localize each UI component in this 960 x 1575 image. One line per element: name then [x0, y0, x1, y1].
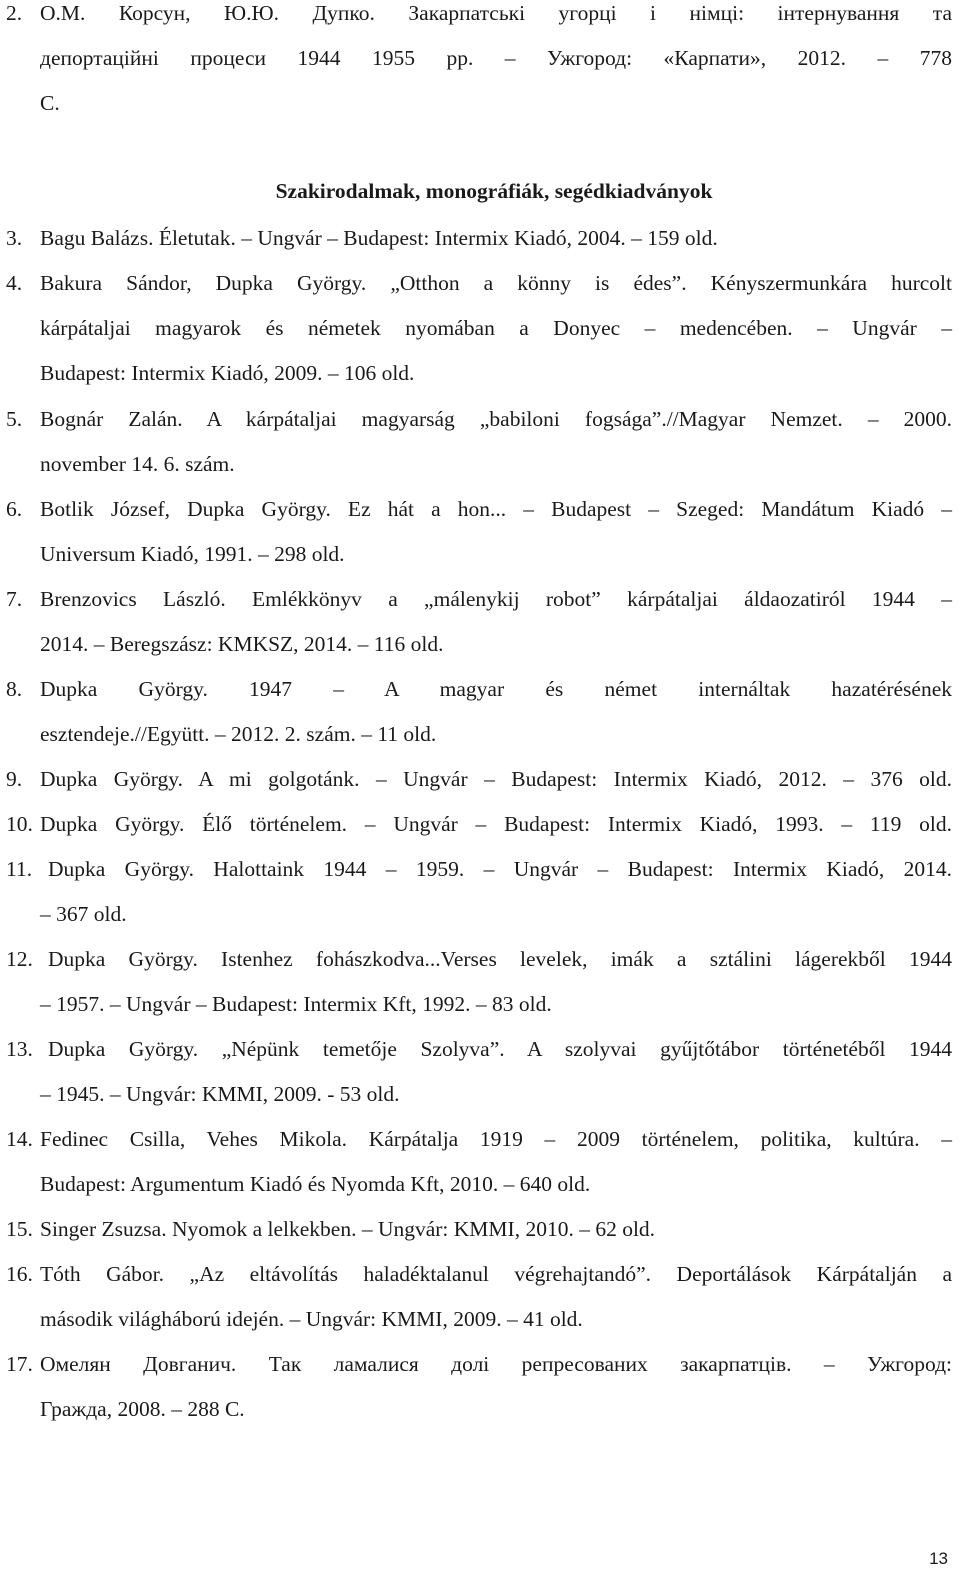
entry-number: 12. — [6, 947, 33, 971]
entry-number: 17. — [6, 1352, 33, 1376]
entry-line: Гражда, 2008. – 288 С. — [40, 1397, 245, 1421]
entry-number: 2. — [6, 1, 23, 25]
entry-line: második világháború idején. – Ungvár: KMMI, 2009. – 41 old. — [40, 1307, 583, 1331]
entry-line: С. — [40, 91, 60, 115]
entry-line: – 367 old. — [40, 902, 127, 926]
entry-line: Universum Kiadó, 1991. – 298 old. — [40, 542, 345, 566]
entry-line: 2014. – Beregszász: KMKSZ, 2014. – 116 old. — [40, 632, 444, 656]
entry-number: 15. — [6, 1217, 33, 1241]
entry-number: 14. — [6, 1127, 33, 1151]
entry-number: 11. — [6, 857, 33, 881]
entry-line: Bognár Zalán. A kárpátaljai magyarság „babiloni fogsága”.//Magyar Nemzet. – 2000. — [40, 407, 952, 431]
entry-number: 16. — [6, 1262, 33, 1286]
entry-line: Tóth Gábor. „Az eltávolítás haladéktalanul végrehajtandó”. Deportálások Kárpátalján a — [40, 1262, 952, 1286]
entry-number: 13. — [6, 1037, 33, 1061]
entry-line: Dupka György. A mi golgotánk. – Ungvár – Budapest: Intermix Kiadó, 2012. – 376 old. — [40, 767, 952, 791]
entry-line: Botlik József, Dupka György. Ez hát a hon... – Budapest – Szeged: Mandátum Kiadó – — [40, 497, 952, 521]
section-heading: Szakirodalmak, monográfiák, segédkiadványok — [275, 179, 713, 203]
entry-line: Dupka György. Élő történelem. – Ungvár – Budapest: Intermix Kiadó, 1993. – 119 old. — [40, 812, 952, 836]
entry-line: Dupka György. Halottaink 1944 – 1959. – Ungvár – Budapest: Intermix Kiadó, 2014. — [48, 857, 952, 881]
entry-line: О.М. Корсун, Ю.Ю. Дупко. Закарпатські угорці і німці: інтернування та — [40, 1, 952, 25]
entry-line: Dupka György. „Népünk temetője Szolyva”. A szolyvai gyűjtőtábor történetéből 1944 — [48, 1037, 952, 1061]
entry-number: 6. — [6, 497, 23, 521]
entry-number: 4. — [6, 271, 23, 295]
entry-line: Bakura Sándor, Dupka György. „Otthon a könny is édes”. Kényszermunkára hurcolt — [40, 271, 952, 295]
entry-line: Dupka György. Istenhez fohászkodva...Verses levelek, imák a sztálini lágerekből 1944 — [48, 947, 952, 971]
entry-line: esztendeje.//Együtt. – 2012. 2. szám. – 11 old. — [40, 722, 437, 746]
entry-number: 9. — [6, 767, 23, 791]
entry-number: 5. — [6, 407, 23, 431]
entry-number: 3. — [6, 226, 23, 250]
entry-line: Dupka György. 1947 – A magyar és német internáltak hazatérésének — [40, 677, 952, 701]
entry-line: – 1945. – Ungvár: KMMI, 2009. - 53 old. — [40, 1082, 400, 1106]
entry-line: депортаційні процеси 1944 1955 рр. – Ужгород: «Карпати», 2012. – 778 — [40, 46, 952, 70]
entry-line: kárpátaljai magyarok és németek nyomában a Donyec – medencében. – Ungvár – — [40, 316, 952, 340]
entry-line: Budapest: Intermix Kiadó, 2009. – 106 old. — [40, 361, 415, 385]
entry-line: november 14. 6. szám. — [40, 452, 235, 476]
entry-line: – 1957. – Ungvár – Budapest: Intermix Kft, 1992. – 83 old. — [40, 992, 552, 1016]
entry-line: Bagu Balázs. Életutak. – Ungvár – Budapest: Intermix Kiadó, 2004. – 159 old. — [40, 226, 718, 250]
entry-line: Fedinec Csilla, Vehes Mikola. Kárpátalja 1919 – 2009 történelem, politika, kultúra. – — [40, 1127, 952, 1151]
entry-line: Brenzovics László. Emlékkönyv a „málenykij robot” kárpátaljai áldaozatiról 1944 – — [40, 587, 952, 611]
entry-number: 7. — [6, 587, 23, 611]
entry-number: 10. — [6, 812, 33, 836]
entry-line: Singer Zsuzsa. Nyomok a lelkekben. – Ungvár: KMMI, 2010. – 62 old. — [40, 1217, 656, 1241]
entry-number: 8. — [6, 677, 23, 701]
entry-line: Омелян Довганич. Так ламалися долі репресованих закарпатців. – Ужгород: — [40, 1352, 952, 1376]
entry-line: Budapest: Argumentum Kiadó és Nyomda Kft, 2010. – 640 old. — [40, 1172, 591, 1196]
page-number: 13 — [929, 1549, 948, 1568]
